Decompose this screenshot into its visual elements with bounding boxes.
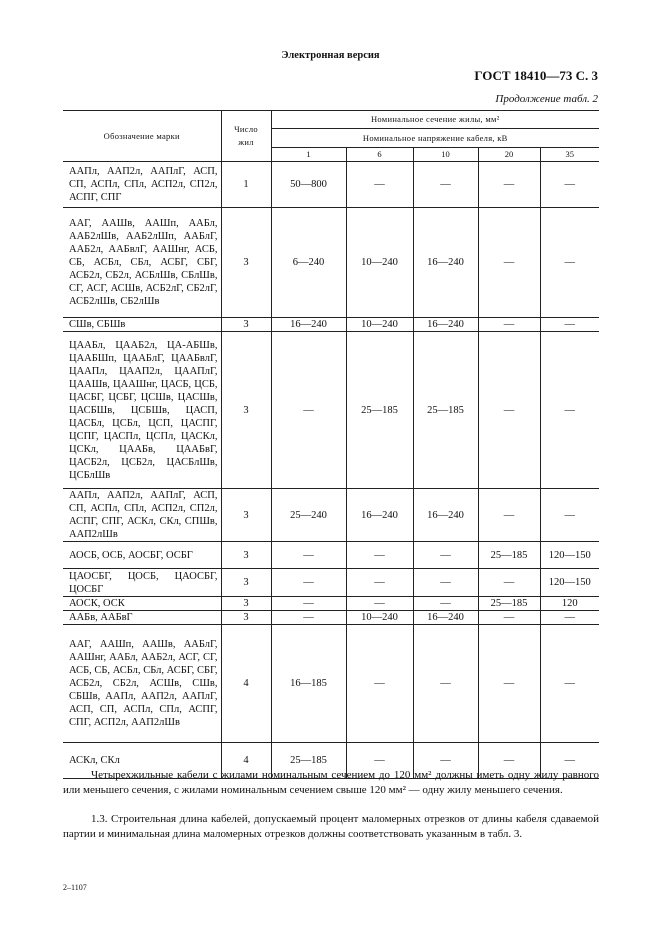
section-6kv-cell: 10—240 [346,208,413,318]
table-row [63,597,599,611]
section-10kv-cell: 16—240 [413,611,478,625]
section-6kv-cell: 25—185 [346,332,413,489]
cores-cell: 3 [221,569,271,597]
mark-cell: ААГ, ААШв, ААШп, ААБл, ААБ2лШв, ААБ2лШп, ААБлГ, ААБ2л, ААБвлГ, ААШнг, АСБ, СБ, АСБл, СБл, АСБГ, СБГ, АСБ2л, СБ2л, АСБлШв, СБлШв, СГ, АСГ, АСШв, АСБ2лГ, СБ2лГ, АСБ2лШв, СБ2лШв [63,208,221,318]
section-20kv-cell: 25—185 [478,542,540,569]
section-35kv-cell: 120 [540,597,599,611]
section-10kv-cell: — [413,162,478,208]
section-20kv-cell: — [478,489,540,542]
section-1kv-cell: — [271,569,346,597]
section-6kv-cell: 16—240 [346,489,413,542]
section-1kv-cell: 6—240 [271,208,346,318]
edition-label: Электронная версия [281,50,380,61]
mark-cell: ААПл, ААП2л, ААПлГ, АСП, СП, АСПл, СПл, АСП2л, СП2л, АСПГ, СПГ, АСКл, СКл, СПШв, ААП2лШв [63,489,221,542]
section-20kv-cell: — [478,611,540,625]
section-6kv-cell: — [346,743,413,779]
mark-cell: ЦААБл, ЦААБ2л, ЦА-АБШв, ЦААБШп, ЦААБлГ, ЦААБвлГ, ЦААПл, ЦААП2л, ЦААПлГ, ЦААШв, ЦААШнг, ЦАСБ, ЦСБ, ЦАСБГ, ЦСБГ, ЦСШв, ЦАСШв, ЦАСБШв, ЦСБШв, ЦАСП, ЦАСБл, ЦСБл, ЦСП, ЦАСПГ, ЦСПГ, ЦАСПл, ЦСПл, ЦАСКл, ЦСКл, ЦААБв, ЦААБвГ, ЦАСБ2л, ЦСБ2л, ЦАСБлШв, ЦСБлШв [63,332,221,489]
section-35kv-cell: — [540,625,599,743]
header-voltage-10: 10 [413,148,478,162]
table-row [63,332,599,489]
cores-cell: 3 [221,489,271,542]
cores-cell: 4 [221,743,271,779]
table-row [63,569,599,597]
table-row [63,542,599,569]
section-35kv-cell: 120—150 [540,569,599,597]
header-voltage-35: 35 [540,148,599,162]
cores-cell: 3 [221,542,271,569]
table-row [63,611,599,625]
section-1kv-cell: 16—185 [271,625,346,743]
section-10kv-cell: — [413,597,478,611]
table-row [63,208,599,318]
section-20kv-cell: — [478,569,540,597]
section-20kv-cell: — [478,318,540,332]
section-10kv-cell: — [413,569,478,597]
cores-cell: 3 [221,597,271,611]
section-6kv-cell: — [346,542,413,569]
section-1kv-cell: 25—240 [271,489,346,542]
paragraph-four-core-note: Четырехжильные кабели с жилами номинальным сечением до 120 мм² должны иметь одну жилу равного или меньшего сечения, с жилами номинальным сечением свыше 120 мм² — одну жилу меньшего сечения. [63,769,599,796]
table-row [63,625,599,743]
cores-cell: 3 [221,318,271,332]
header-cores: Число жил [221,111,271,162]
section-20kv-cell: — [478,208,540,318]
mark-cell: АСКл, СКл [63,743,221,779]
mark-cell: ААБв, ААБвГ [63,611,221,625]
section-10kv-cell: — [413,625,478,743]
table-row [63,318,599,332]
section-35kv-cell: — [540,611,599,625]
section-10kv-cell: 16—240 [413,208,478,318]
cores-cell: 3 [221,332,271,489]
header-voltage: Номинальное напряжение кабеля, кВ [271,129,599,148]
section-1kv-cell: — [271,332,346,489]
standard-title: ГОСТ 18410—73 С. 3 [474,68,598,83]
header-voltage-6: 6 [346,148,413,162]
header-section: Номинальное сечение жилы, мм² [271,111,599,129]
section-1kv-cell: 50—800 [271,162,346,208]
table-row [63,489,599,542]
cores-cell: 1 [221,162,271,208]
cores-cell: 3 [221,208,271,318]
header-voltage-1: 1 [271,148,346,162]
mark-cell: ЦАОСБГ, ЦОСБ, ЦАОСБГ, ЦОСБГ [63,569,221,597]
section-6kv-cell: 10—240 [346,318,413,332]
section-10kv-cell: 25—185 [413,332,478,489]
section-1kv-cell: — [271,611,346,625]
section-20kv-cell: — [478,625,540,743]
mark-cell: ААПл, ААП2л, ААПлГ, АСП, СП, АСПл, СПл, АСП2л, СП2л, АСПГ, СПГ [63,162,221,208]
section-6kv-cell: — [346,597,413,611]
section-35kv-cell: — [540,208,599,318]
section-1kv-cell: — [271,597,346,611]
section-6kv-cell: — [346,569,413,597]
cores-cell: 3 [221,611,271,625]
section-35kv-cell: — [540,743,599,779]
mark-cell: АОСБ, ОСБ, АОСБГ, ОСБГ [63,542,221,569]
section-1kv-cell: 16—240 [271,318,346,332]
cores-cell: 4 [221,625,271,743]
page-footer-code: 2–1107 [63,883,87,892]
cable-table [63,110,599,779]
section-20kv-cell: — [478,162,540,208]
header-mark: Обозначение марки [63,111,221,162]
section-10kv-cell: 16—240 [413,489,478,542]
table-body [63,162,599,779]
section-20kv-cell: — [478,743,540,779]
section-35kv-cell: — [540,318,599,332]
section-10kv-cell: — [413,743,478,779]
section-20kv-cell: — [478,332,540,489]
mark-cell: АОСК, ОСК [63,597,221,611]
header-voltage-20: 20 [478,148,540,162]
section-20kv-cell: 25—185 [478,597,540,611]
mark-cell: ААГ, ААШп, ААШв, ААБлГ, ААШнг, ААБл, ААБ2л, АСГ, СГ, АСБ, СБ, АСБл, СБл, АСБГ, СБГ, АСБ2л, СБ2л, АСШв, СШв, СБШв, ААПл, ААП2л, ААПлГ, АСП, СП, АСПл, СПл, АСПГ, СПГ, АСП2л, ААП2лШв [63,625,221,743]
section-1kv-cell: 25—185 [271,743,346,779]
section-6kv-cell: — [346,625,413,743]
section-35kv-cell: — [540,162,599,208]
section-6kv-cell: 10—240 [346,611,413,625]
table-row [63,162,599,208]
table-continuation-label: Продолжение табл. 2 [495,93,598,105]
section-35kv-cell: — [540,489,599,542]
section-10kv-cell: — [413,542,478,569]
mark-cell: СШв, СБШв [63,318,221,332]
section-6kv-cell: — [346,162,413,208]
section-10kv-cell: 16—240 [413,318,478,332]
section-35kv-cell: 120—150 [540,542,599,569]
section-35kv-cell: — [540,332,599,489]
paragraph-1-3: 1.3. Строительная длина кабелей, допускаемый процент маломерных отрезков от длины кабеля сдаваемой партии и минимальная длина маломерных отрезков должны соответствовать указанным в табл. 3. [63,813,599,840]
section-1kv-cell: — [271,542,346,569]
